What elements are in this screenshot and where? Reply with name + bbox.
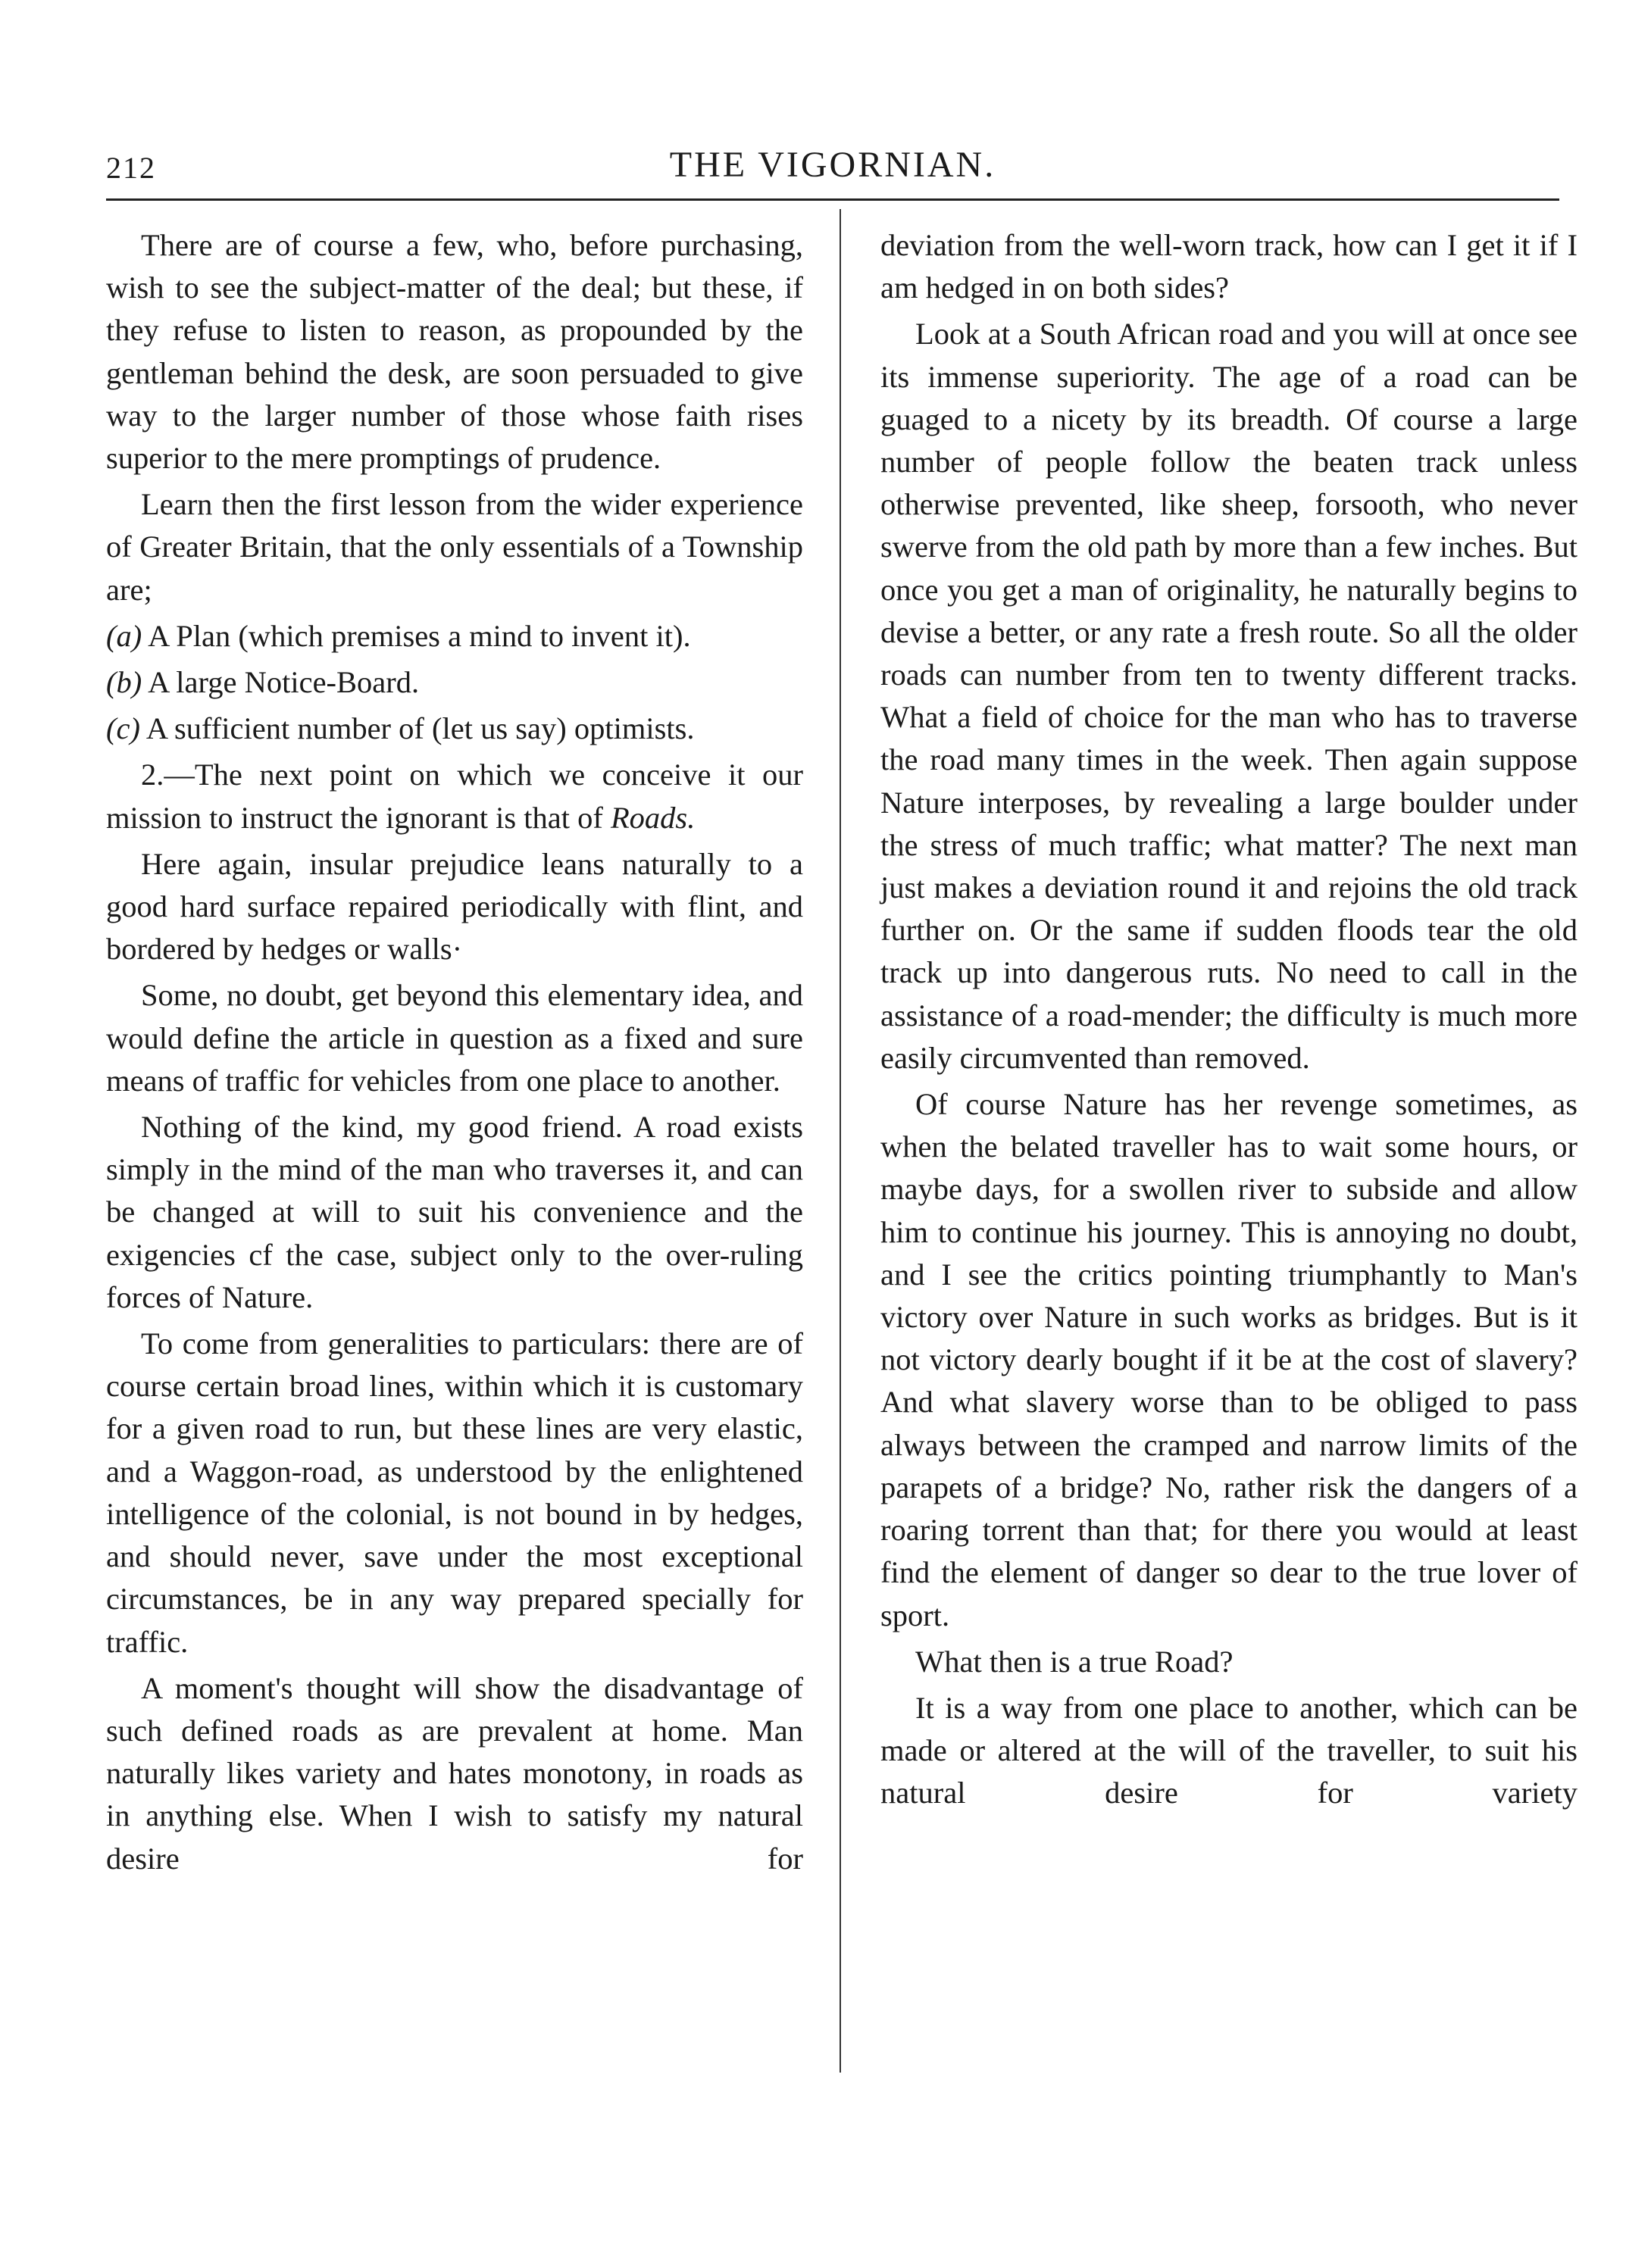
paragraph: There are of course a few, who, before purchasing, wish to see the subject-matter of the deal; but these, if they refuse to listen to reason, as propounded by the gentleman behind the desk, are soon persuaded to give way to the larger number of those whose faith rises superior to the mere promptings of prudence. — [106, 228, 803, 476]
list-item-c — [106, 708, 803, 750]
left-column — [106, 224, 803, 1884]
list-marker: (b) — [106, 665, 142, 700]
list-marker: (c) — [106, 711, 140, 746]
column-divider — [840, 209, 841, 2073]
list-marker: (a) — [106, 618, 142, 653]
list-item-b — [106, 661, 803, 704]
page-number: 212 — [106, 151, 156, 185]
emphasis-roads: Roads. — [610, 800, 696, 835]
paragraph: A moment's thought will show the disadvantage of such defined roads as are prevalent at home. Man naturally likes variety and hates monotony, in roads as in anything else. When I wish to satisfy my natural desire for — [106, 1670, 803, 1876]
right-column — [880, 224, 1578, 1819]
paragraph: It is a way from one place to another, which can be made or altered at the will of the traveller, to suit his natural desire for variety — [880, 1690, 1578, 1810]
paragraph — [106, 754, 803, 839]
header-rule — [106, 198, 1559, 201]
paragraph: Look at a South African road and you will at once see its immense superiority. The age of a road can be guaged to a nicety by its breadth. Of course a large number of people follow the beaten track unless otherwise prevented, like sheep, forsooth, who never swerve from the old path by more than a few inches. But once you get a man of originality, he naturally begins to devise a better, or any rate a fresh route. So all the older roads can number from ten to twenty different tracks. What a field of choice for the man who has to traverse the road many times in the week. Then again suppose Nature interposes, by revealing a large boulder under the stress of much traffic; what matter? The next man just makes a deviation round it and rejoins the old track further on. Or the same if sudden floods tear the old track up into dangerous ruts. No need to call in the assistance of a road-mender; the difficulty is much more easily circumvented than removed. — [880, 317, 1578, 1075]
running-title: THE VIGORNIAN. — [669, 145, 996, 185]
paragraph: Nothing of the kind, my good friend. A road exists simply in the mind of the man who traverses it, and can be changed at will to suit his convenience and the exigencies cf the case, subject only to the over-ruling forces of Nature. — [106, 1110, 803, 1314]
paragraph: Some, no doubt, get beyond this elementary idea, and would define the article in question as a fixed and sure means of traffic for vehicles from one place to another. — [106, 978, 803, 1098]
paragraph-text: 2.—The next point on which we conceive it our mission to instruct the ignorant is that of — [106, 758, 803, 835]
paragraph: To come from generalities to particulars: there are of course certain broad lines, within which it is customary for a given road to run, but these lines are very elastic, and a Waggon-road, as understood by the enlightened intelligence of the colonial, is not bound in by hedges, and should never, save under the most exceptional circumstances, be in any way prepared specially for traffic. — [106, 1326, 803, 1659]
list-item-text: A Plan (which premises a mind to invent it). — [142, 618, 691, 653]
paragraph: Of course Nature has her revenge sometimes, as when the belated traveller has to wait some hours, or maybe days, for a swollen river to subside and allow him to continue his journey. This is annoying no doubt, and I see the critics pointing triumphantly to Man's victory over Nature in such works as bridges. But is it not victory dearly bought if it be at the cost of slavery? And what slavery worse than to be obliged to pass always between the cramped and narrow limits of the parapets of a bridge? No, rather risk the dangers of a roaring torrent than that; for there you would at least find the element of danger so dear to the true lover of sport. — [880, 1087, 1578, 1632]
list-item-a — [106, 615, 803, 658]
paragraph: Here again, insular prejudice leans naturally to a good hard surface repaired periodically with flint, and bordered by hedges or walls· — [106, 846, 803, 967]
paragraph: What then is a true Road? — [915, 1644, 1234, 1679]
list-item-text: A large Notice-Board. — [142, 665, 420, 700]
page-header — [106, 144, 1559, 197]
list-item-text: A sufficient number of (let us say) optimists. — [139, 711, 695, 746]
paragraph-continued: deviation from the well-worn track, how can I get it if I am hedged in on both sides? — [880, 228, 1578, 305]
paragraph: Learn then the first lesson from the wider experience of Greater Britain, that the only essentials of a Township are; — [106, 487, 803, 607]
